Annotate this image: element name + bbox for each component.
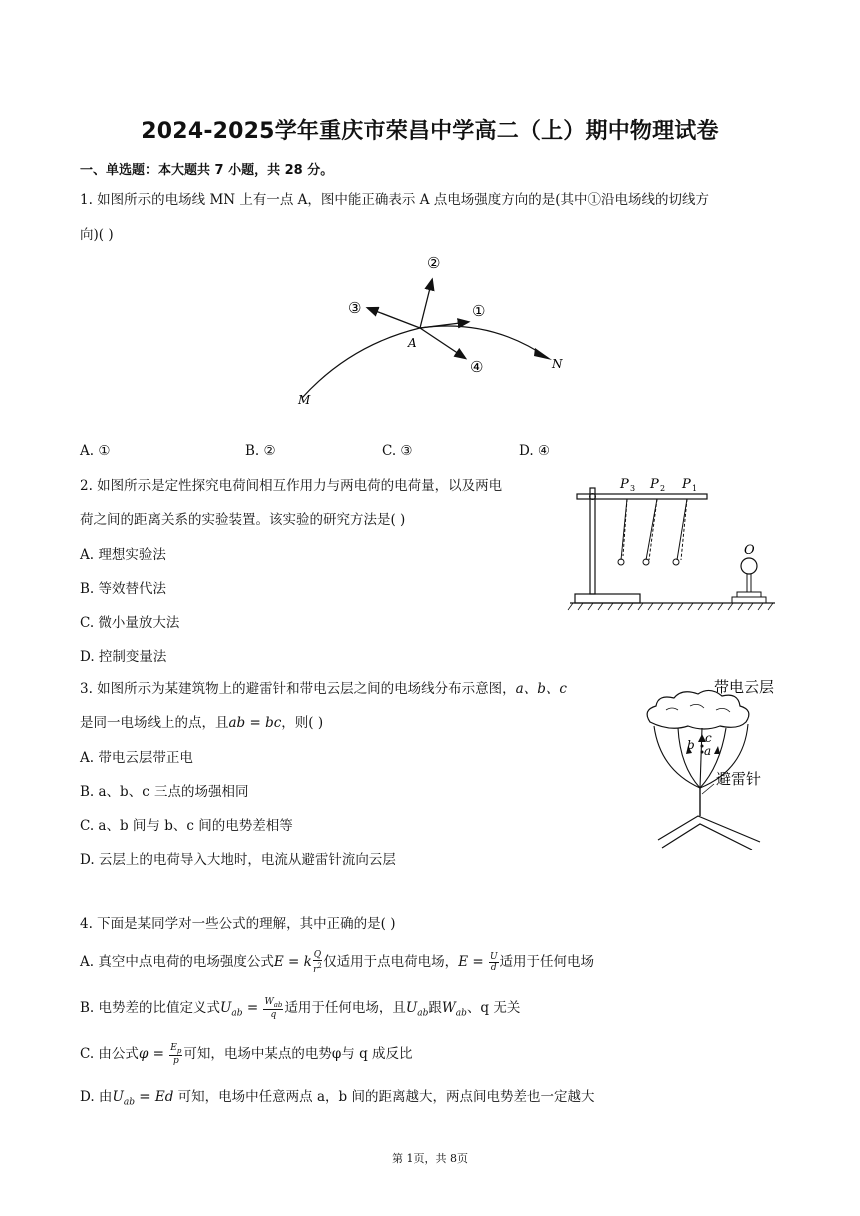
- q4-option-b: B. 电势差的比值定义式$U_{ab}$ = $\frac{W_{ab}}{q}$ 适用于任何电场，且$U_{ab}$跟$W_{ab}$、q 无关: [80, 996, 521, 1021]
- q4-stem: 4. 下面是某同学对一些公式的理解，其中正确的是( ): [80, 916, 396, 932]
- label-2: ②: [427, 254, 441, 272]
- label-n: N: [552, 357, 563, 371]
- q3-option-c: C. a、b 间与 b、c 间的电势差相等: [80, 818, 293, 834]
- field-line-mn: [302, 326, 548, 398]
- label-o: O: [744, 543, 755, 558]
- label-rod: 避雷针: [716, 770, 762, 788]
- label-3: ③: [348, 299, 362, 317]
- label-p2-sub: 2: [660, 484, 666, 493]
- label-p1-sub: 1: [692, 484, 698, 493]
- label-p3: P: [620, 477, 629, 492]
- field-line-arrowhead: [534, 348, 552, 360]
- label-p2: P: [650, 477, 659, 492]
- q1-option-b: B. ②: [245, 443, 276, 459]
- label-c: c: [705, 731, 712, 745]
- q3-option-b: B. a、b、c 三点的场强相同: [80, 784, 249, 800]
- label-a: A: [408, 336, 417, 350]
- label-a: a: [704, 744, 712, 758]
- q4-option-d: D. 由$U_{ab} = Ed$ 可知，电场中任意两点 a，b 间的距离越大，两点间电势差也一定越大: [80, 1089, 595, 1108]
- q3-stem-line1: 3. 如图所示为某建筑物上的避雷针和带电云层之间的电场线分布示意图，a、b、c: [80, 681, 567, 697]
- q1-stem-line2: 向)( ): [80, 227, 114, 243]
- q1-field-line-figure: [290, 250, 580, 410]
- label-b: b: [687, 738, 695, 752]
- q2-option-a: A. 理想实验法: [80, 547, 166, 563]
- q2-option-c: C. 微小量放大法: [80, 615, 180, 631]
- q4-option-c: C. 由公式φ = $\frac{E_p}{p}$ 可知，电场中某点的电势φ与 q 成反比: [80, 1042, 413, 1067]
- page-footer: 第 1页，共 8页: [392, 1152, 468, 1165]
- q1-option-a: A. ①: [80, 443, 111, 459]
- q4-option-a: A. 真空中点电荷的电场强度公式E = k $\frac{Q}{r^2}$ 仅适用于点电荷电场，E = $\frac{U}{d}$ 适用于任何电场: [80, 950, 595, 975]
- q2-stem-line1: 2. 如图所示是定性探究电荷间相互作用力与两电荷的电荷量，以及两电: [80, 478, 503, 494]
- label-p3-sub: 3: [630, 484, 636, 493]
- q1-stem-line1: 1. 如图所示的电场线 MN 上有一点 A，图中能正确表示 A 点电场强度方向的是(其中①沿电场线的切线方: [80, 192, 710, 208]
- q2-apparatus-figure: [565, 470, 780, 615]
- arrow-3: [368, 308, 420, 328]
- q1-option-d: D. ④: [519, 443, 551, 459]
- label-1: ①: [472, 302, 486, 320]
- arrow-4: [420, 328, 465, 358]
- page-title: 2024-2025学年重庆市荣昌中学高二（上）期中物理试卷: [141, 119, 719, 144]
- section-heading: 一、单选题：本大题共 7 小题，共 28 分。: [80, 163, 334, 178]
- label-m: M: [298, 393, 311, 407]
- label-4: ④: [470, 358, 484, 376]
- q3-option-d: D. 云层上的电荷导入大地时，电流从避雷针流向云层: [80, 852, 396, 868]
- q3-option-a: A. 带电云层带正电: [80, 750, 193, 766]
- q2-option-d: D. 控制变量法: [80, 649, 167, 665]
- cloud-shape: [647, 690, 749, 729]
- q1-option-c: C. ③: [382, 443, 413, 459]
- label-cloud: 带电云层: [714, 678, 775, 696]
- q3-stem-line2: 是同一电场线上的点，且ab = bc，则( ): [80, 715, 324, 731]
- arrow-1: [420, 322, 468, 328]
- q2-stem-line2: 荷之间的距离关系的实验装置。该实验的研究方法是( ): [80, 512, 406, 528]
- arrow-2: [420, 280, 432, 328]
- q2-option-b: B. 等效替代法: [80, 581, 167, 597]
- q3-lightning-rod-figure: [640, 670, 790, 850]
- label-p1: P: [682, 477, 691, 492]
